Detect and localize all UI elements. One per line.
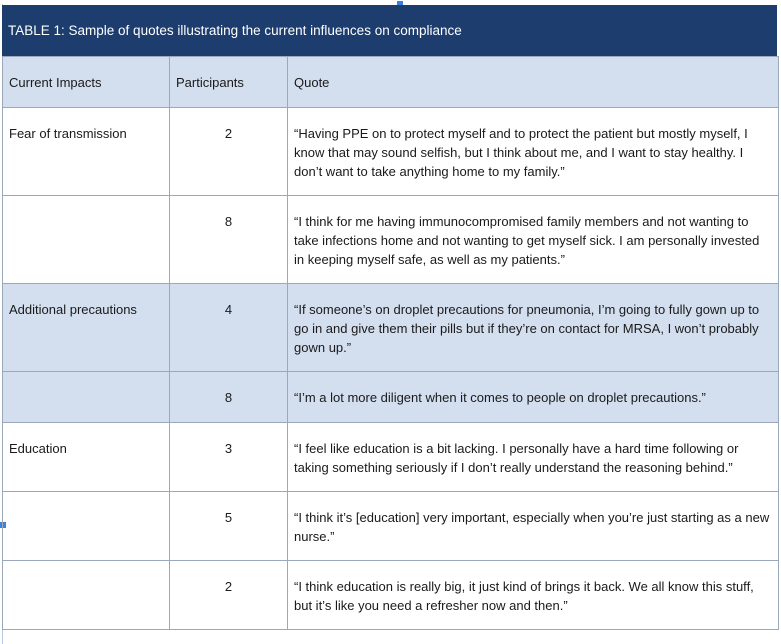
impact-cell [3,492,170,561]
table-row [3,423,779,492]
participants-cell: 2 [170,108,288,196]
quote-cell: “Having PPE on to protect myself and to protect the patient but mostly myself, I know that may sound selfish, but I think about me, and I want to stay healthy. I don’t want to take anything home to my family.” [288,108,779,196]
quote-cell: “I think for me having immunocompromised family members and not wanting to take infections home and not wanting to get myself sick. I am personally invested in keeping myself safe, as well as my patients.” [288,196,779,284]
header-participants: Participants [170,57,288,108]
table-row [3,108,779,196]
impact-cell [3,561,170,630]
table-caption: TABLE 1: Sample of quotes illustrating the current influences on compliance [2,5,777,56]
impact-cell: Fear of transmission [3,108,170,196]
table-row [3,196,779,284]
participants-cell: 5 [170,492,288,561]
table-row [3,492,779,561]
impact-cell [3,196,170,284]
header-current-impacts: Current Impacts [3,57,170,108]
impact-cell: Additional precautions [3,284,170,372]
quote-cell: “I think education is really big, it just kind of brings it back. We all know this stuff, but it’s like you need a refresher now and then.” [288,561,779,630]
table-row [3,284,779,372]
quote-cell: “I’m a lot more diligent when it comes to people on droplet precautions.” [288,372,779,423]
quotes-table [2,56,779,630]
participants-cell: 8 [170,372,288,423]
participants-cell: 4 [170,284,288,372]
table-row [3,372,779,423]
participants-cell: 3 [170,423,288,492]
quote-cell: “If someone’s on droplet precautions for pneumonia, I’m going to fully gown up to go in and give them their pills but if they’re on contact for MRSA, I won’t probably gown up.” [288,284,779,372]
header-row [3,57,779,108]
impact-cell [3,372,170,423]
header-quote: Quote [288,57,779,108]
participants-cell: 2 [170,561,288,630]
impact-cell: Education [3,423,170,492]
quote-cell: “I think it’s [education] very important, especially when you’re just starting as a new nurse.” [288,492,779,561]
quote-cell: “I feel like education is a bit lacking. I personally have a hard time following or taking something seriously if I don’t really understand the reasoning behind.” [288,423,779,492]
table-row [3,561,779,630]
participants-cell: 8 [170,196,288,284]
